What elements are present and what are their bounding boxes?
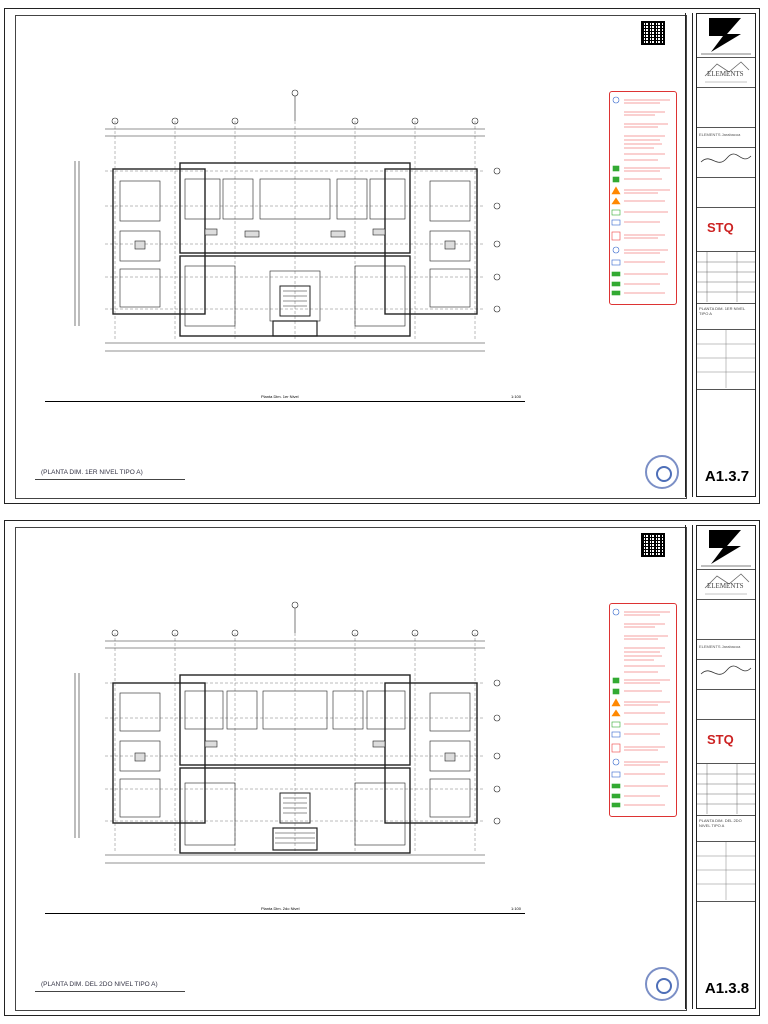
floor-plan-1 [65, 81, 535, 381]
sheet-number: A1.3.7 [704, 468, 750, 485]
project-name: ELEMENTS Jarabacoa [697, 128, 755, 148]
title-block [696, 525, 756, 1009]
drawing-sheet-1 [4, 8, 760, 504]
legend-symbols [610, 604, 676, 816]
legend-box [609, 603, 677, 817]
sheet-number-box [697, 972, 755, 1008]
sheet-title: PLANTA DIM. DEL 2DO NIVEL TIPO A [697, 816, 755, 842]
title-block [696, 13, 756, 497]
plan-title-line [45, 913, 525, 914]
qr-code-icon [641, 533, 665, 557]
seal-stamp-icon [645, 455, 679, 489]
stq-logo-icon [697, 720, 755, 764]
sheet-caption: (PLANTA DIM. DEL 2DO NIVEL TIPO A) [41, 981, 158, 988]
elements-logo-icon [697, 570, 755, 600]
plan-scale: 1:100 [511, 906, 522, 911]
plan-title-line [45, 401, 525, 402]
signature-block [697, 660, 755, 690]
legend-symbols [610, 92, 676, 304]
plan-scale: 1:100 [511, 394, 522, 399]
info-table [697, 330, 755, 390]
stq-logo-icon [697, 208, 755, 252]
title-block-strip [685, 13, 693, 497]
firm-logo-icon [697, 14, 755, 58]
svg-text:ELEMENTS: ELEMENTS [707, 70, 744, 78]
title-block-blank [697, 600, 755, 640]
sheet-number: A1.3.8 [704, 980, 750, 997]
elements-logo-icon [697, 58, 755, 88]
caption-line [35, 479, 185, 480]
qr-code-icon [641, 21, 665, 45]
consultant-logo-text: STQ [707, 220, 734, 235]
plan-title: Planta Dim. 1er Nivel [261, 394, 299, 399]
sheet-number-box [697, 460, 755, 496]
signature-block [697, 148, 755, 178]
legend-box [609, 91, 677, 305]
sheet-title: PLANTA DIM. 1ER NIVEL TIPO A [697, 304, 755, 330]
title-block-blank [697, 88, 755, 128]
sheet-caption: (PLANTA DIM. 1ER NIVEL TIPO A) [41, 469, 143, 476]
floor-plan-2 [65, 593, 535, 893]
title-block-blank-2 [697, 690, 755, 720]
svg-text:ELEMENTS: ELEMENTS [707, 582, 744, 590]
info-table [697, 842, 755, 902]
revisions-table [697, 252, 755, 304]
revisions-table [697, 764, 755, 816]
title-block-strip [685, 525, 693, 1009]
plan-title: Planta Dim. 2do Nivel [261, 906, 300, 911]
drawing-sheet-2 [4, 520, 760, 1016]
seal-stamp-icon [645, 967, 679, 1001]
caption-line [35, 991, 185, 992]
consultant-logo-text: STQ [707, 732, 734, 747]
project-name: ELEMENTS Jarabacoa [697, 640, 755, 660]
title-block-blank-2 [697, 178, 755, 208]
firm-logo-icon [697, 526, 755, 570]
